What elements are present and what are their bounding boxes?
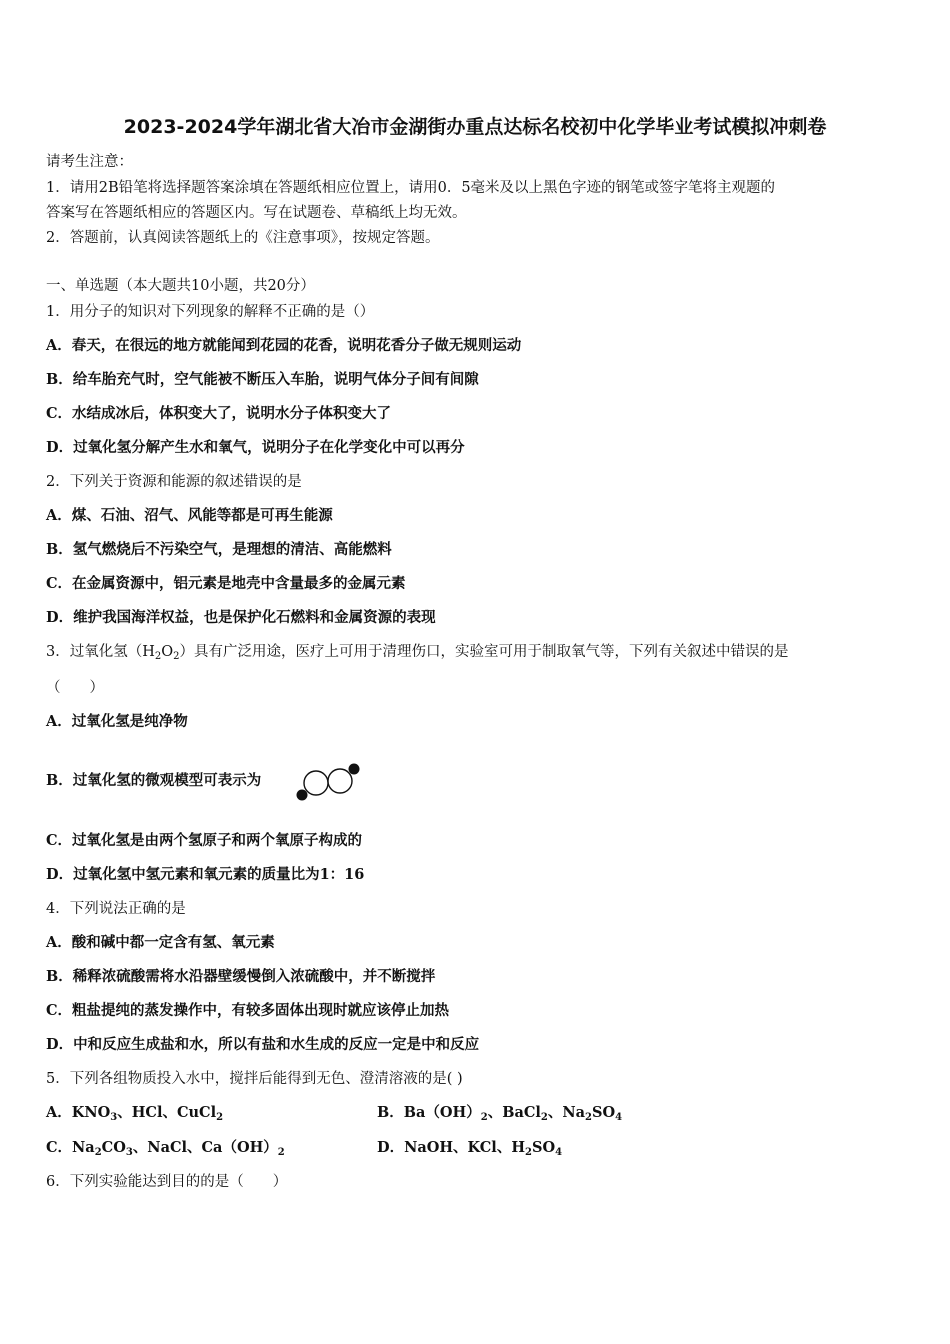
q1-option-c: C．水结成冰后，体积变大了，说明水分子体积变大了 <box>46 405 392 422</box>
q5-option-d: D．NaOH、KCl、$H_2SO_4$ <box>377 1139 563 1158</box>
q4-option-b: B．稀释浓硫酸需将水沿器壁缓慢倒入浓硫酸中，并不断搅拌 <box>46 968 436 985</box>
q2-stem: 2．下列关于资源和能源的叙述错误的是 <box>46 474 302 490</box>
q2-option-b: B．氢气燃烧后不污染空气，是理想的清洁、高能燃料 <box>46 541 392 558</box>
q4-stem: 4．下列说法正确的是 <box>46 901 186 917</box>
notice-item-1-line-2: 答案写在答题纸相应的答题区内。写在试题卷、草稿纸上均无效。 <box>46 205 467 221</box>
q3-option-c: C．过氧化氢是由两个氢原子和两个氧原子构成的 <box>46 832 363 849</box>
q5-stem: 5．下列各组物质投入水中，搅拌后能得到无色、澄清溶液的是( ) <box>46 1071 463 1087</box>
hydrogen-atom <box>297 790 308 801</box>
q1-option-d: D．过氧化氢分解产生水和氧气，说明分子在化学变化中可以再分 <box>46 439 465 456</box>
q3-stem-line-2: （ ） <box>46 680 104 696</box>
q1-option-a: A．春天，在很远的地方就能闻到花园的花香，说明花香分子做无规则运动 <box>46 337 522 354</box>
q3-stem: 3．过氧化氢$(H_2O_2)$具有广泛用途，医疗上可用于清理伤口，实验室可用于制取氧气等，下列有关叙述中错误的是 <box>46 644 789 662</box>
oxygen-atom <box>304 771 328 795</box>
notice-item-2: 2．答题前，认真阅读答题纸上的《注意事项》，按规定答题。 <box>46 230 440 246</box>
q1-stem: 1．用分子的知识对下列现象的解释不正确的是（） <box>46 304 375 320</box>
notice-heading: 请考生注意： <box>46 154 133 170</box>
oxygen-atom <box>328 769 352 793</box>
q2-option-a: A．煤、石油、沼气、风能等都是可再生能源 <box>46 507 333 524</box>
section-heading: 一、单选题（本大题共10小题，共20分） <box>46 278 315 294</box>
q1-option-b: B．给车胎充气时，空气能被不断压入车胎，说明气体分子间有间隙 <box>46 371 479 388</box>
q6-stem: 6．下列实验能达到目的的是（ ） <box>46 1174 288 1190</box>
q4-option-a: A．酸和碱中都一定含有氢、氧元素 <box>46 934 275 951</box>
hydrogen-peroxide-molecule-model <box>295 762 365 802</box>
q2-option-c: C．在金属资源中，铝元素是地壳中含量最多的金属元素 <box>46 575 406 592</box>
q5-option-b: B．$Ba(OH)_2$、BaCl$_2$、$Na_2SO_4$ <box>377 1104 623 1123</box>
hydrogen-atom <box>349 764 360 775</box>
notice-item-1-line-1: 1．请用2B铅笔将选择题答案涂填在答题纸相应位置上，请用0．5毫米及以上黑色字迹的钢笔或签字笔将主观题的 <box>46 180 776 196</box>
q5-option-a: A．$KNO_3$、HCl、CuCl$_2$ <box>46 1104 224 1123</box>
q4-option-c: C．粗盐提纯的蒸发操作中，有较多固体出现时就应该停止加热 <box>46 1002 450 1019</box>
q2-option-d: D．维护我国海洋权益，也是保护化石燃料和金属资源的表现 <box>46 609 436 626</box>
q5-option-c: C．$Na_2CO_3$、NaCl、$Ca(OH)_2$ <box>46 1139 285 1158</box>
q3-option-d: D．过氧化氢中氢元素和氧元素的质量比为1：16 <box>46 866 365 883</box>
exam-title: 2023-2024学年湖北省大冶市金湖街办重点达标名校初中化学毕业考试模拟冲刺卷 <box>123 116 827 138</box>
q3-option-a: A．过氧化氢是纯净物 <box>46 713 188 730</box>
q4-option-d: D．中和反应生成盐和水，所以有盐和水生成的反应一定是中和反应 <box>46 1036 480 1053</box>
q3-option-b: B．过氧化氢的微观模型可表示为 <box>46 772 262 789</box>
